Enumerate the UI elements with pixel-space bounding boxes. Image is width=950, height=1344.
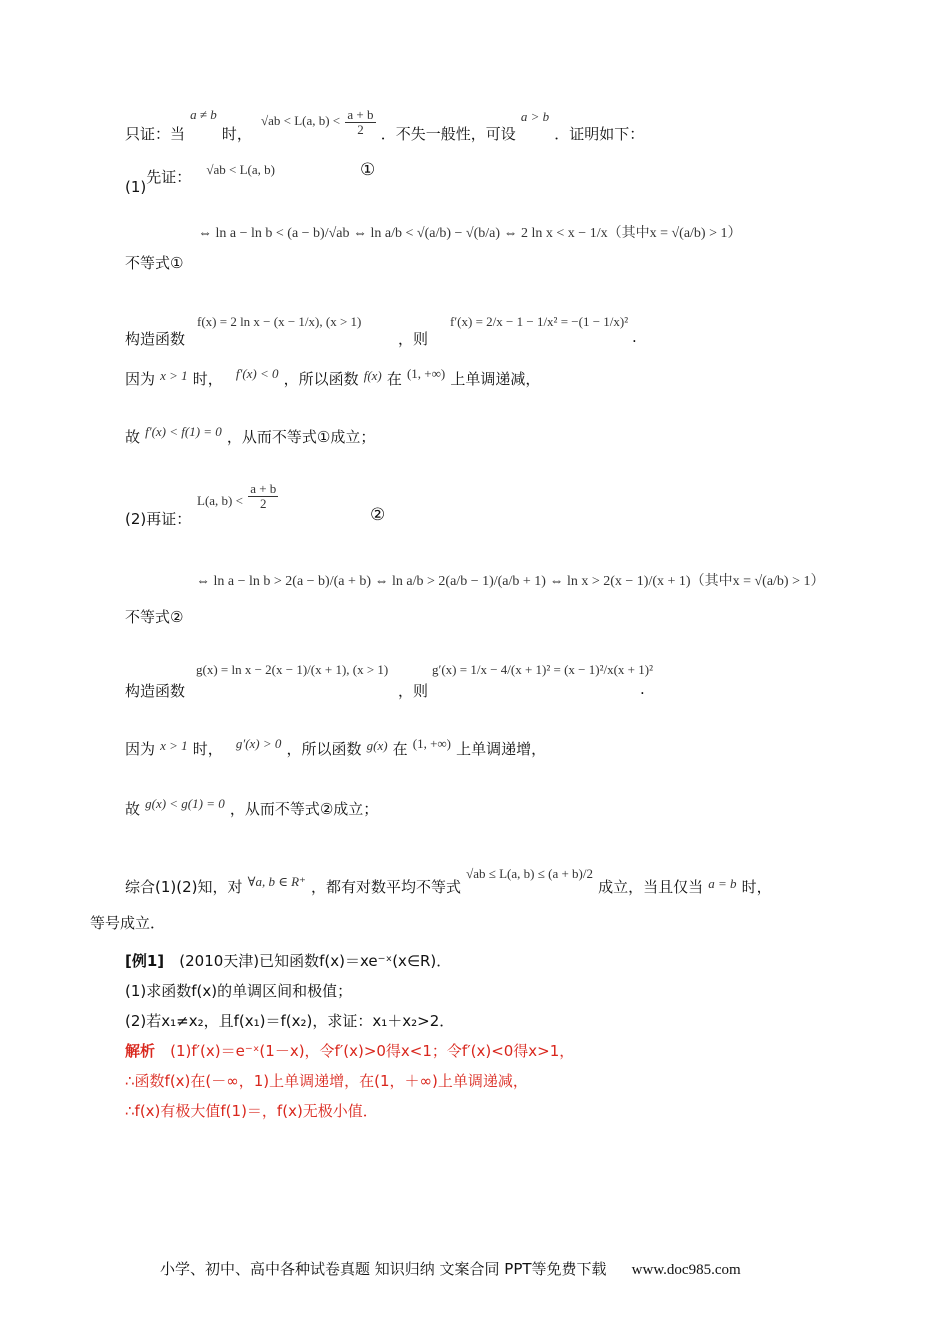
intro-text-3: ．不失一般性，可设 — [380, 125, 516, 144]
solution-line-1 — [125, 1040, 574, 1061]
part2-frac-num: a + b — [250, 481, 277, 496]
intro-text-1: 只证：当 — [125, 125, 186, 144]
concl2-t2: ，从而不等式②成立； — [229, 800, 379, 818]
func1-then: ，则 — [398, 330, 429, 348]
example-header — [125, 950, 451, 971]
part2-frac-den: 2 — [260, 496, 267, 511]
footer-text: 小学、初中、高中各种试卷真题 知识归纳 文案合同 PPT等免费下载 — [160, 1260, 607, 1278]
mono1-m4: (1, +∞) — [406, 366, 446, 381]
solution-line-3: ∴f(x)有极大值f(1)＝，f(x)无极小值． — [125, 1102, 378, 1120]
intro-frac-num: a + b — [347, 107, 374, 122]
mono1-m1: x > 1 — [160, 368, 188, 383]
func2-then: ，则 — [398, 682, 429, 700]
example-tag: [例1] — [125, 952, 165, 970]
circle-2: ② — [370, 505, 386, 525]
part2-math — [197, 482, 280, 511]
concl1-t2: ，从而不等式①成立； — [226, 428, 376, 446]
mono2-t5: 上单调递增， — [456, 740, 547, 758]
part1-text: 先证： — [146, 168, 192, 186]
concl1-line — [125, 426, 375, 447]
intro-text-2: 时， — [221, 125, 252, 144]
circle-1: ① — [360, 160, 376, 180]
mono2-m1: x > 1 — [160, 738, 188, 753]
footer — [160, 1258, 741, 1279]
solution-text-1: (1)f′(x)＝e⁻ˣ(1－x)，令f′(x)>0得x<1；令f′(x)<0得x>1， — [170, 1042, 575, 1060]
summary-m2: √ab ≤ L(a, b) ≤ (a + b)/2 — [466, 866, 593, 881]
mono1-line — [125, 368, 540, 389]
example-source: (2010天津)已知函数f(x)＝xe⁻ˣ(x∈R)． — [179, 952, 452, 970]
mono1-t4: 在 — [386, 370, 402, 388]
mono2-m3: g(x) — [366, 738, 388, 753]
intro-math-2-lhs: √ab < L(a, b) < — [260, 113, 341, 129]
part1-line — [125, 162, 275, 196]
func1-def: f(x) = 2 ln x − (x − 1/x), (x > 1) — [197, 314, 362, 329]
part1-label: (1) — [125, 178, 147, 196]
concl2-t1: 故 — [125, 800, 141, 818]
footer-url[interactable]: www.doc985.com — [631, 1262, 741, 1278]
mono1-t5: 上单调递减， — [450, 370, 541, 388]
func1-label: 构造函数 — [125, 330, 186, 348]
mono2-t2: 时， — [192, 740, 223, 758]
summary-m1: ∀a, b ∈ R⁺ — [247, 874, 306, 889]
func1-deriv: f′(x) = 2/x − 1 − 1/x² = −(1 − 1/x)² — [450, 314, 629, 329]
intro-math-2-frac — [345, 108, 375, 137]
summary-t3: 成立，当且仅当 — [598, 878, 704, 896]
summary-t2: ，都有对数平均不等式 — [310, 878, 461, 896]
func2-def: g(x) = ln x − 2(x − 1)/(x + 1), (x > 1) — [196, 662, 389, 677]
func2-label: 构造函数 — [125, 682, 186, 700]
func2-deriv: g′(x) = 1/x − 4/(x + 1)² = (x − 1)²/x(x + 1)² — [432, 662, 653, 677]
part2-label: (2)再证： — [125, 510, 192, 528]
summary-t4: 时， — [741, 878, 772, 896]
solution-label: 解析 — [125, 1042, 156, 1060]
concl2-m1: g(x) < g(1) = 0 — [145, 796, 225, 811]
example-q2: (2)若x₁≠x₂，且f(x₁)＝f(x₂)，求证：x₁＋x₂>2． — [125, 1012, 455, 1030]
intro-text-4: ．证明如下： — [554, 125, 645, 144]
part1-math: √ab < L(a, b) — [206, 162, 275, 177]
ineq2-math: ⇔ ln a − ln b > 2(a − b)/(a + b) ⇔ ln a/b > 2(a/b − 1)/(a/b + 1) ⇔ ln x > 2(x − 1)/(x + 1)（其中x = √(a/b) > 1） — [196, 574, 825, 589]
mono2-m2: g′(x) > 0 — [235, 736, 282, 751]
mono1-m3: f(x) — [363, 368, 382, 383]
solution-line-2: ∴函数f(x)在(－∞，1)上单调递增，在(1，＋∞)上单调递减， — [125, 1072, 528, 1090]
part2-math-lhs: L(a, b) < — [197, 493, 243, 509]
intro-math-2 — [260, 107, 381, 137]
mono2-m4: (1, +∞) — [412, 736, 452, 751]
ineq2-label: 不等式② — [125, 608, 184, 626]
mono1-m2: f′(x) < 0 — [235, 366, 279, 381]
mono2-t1: 因为 — [125, 740, 156, 758]
mono1-t1: 因为 — [125, 370, 156, 388]
concl2-line — [125, 798, 378, 819]
summary-t5: 等号成立． — [90, 914, 166, 932]
part2-frac — [248, 482, 278, 511]
concl1-m1: f′(x) < f(1) = 0 — [145, 424, 222, 439]
ineq1-math: ⇔ ln a − ln b < (a − b)/√ab ⇔ ln a/b < √(a/b) − √(b/a) ⇔ 2 ln x < x − 1/x（其中x = √(a/b) > 1） — [198, 226, 742, 241]
concl1-t1: 故 — [125, 428, 141, 446]
summary-t1: 综合(1)(2)知，对 — [125, 878, 243, 896]
intro-math-3: a > b — [520, 109, 550, 125]
mono1-t3: ，所以函数 — [283, 370, 359, 388]
example-q1: (1)求函数f(x)的单调区间和极值； — [125, 982, 353, 1000]
intro-frac-den: 2 — [357, 122, 364, 137]
ineq1-label: 不等式① — [125, 254, 184, 272]
intro-math-1: a ≠ b — [190, 107, 217, 123]
summary-m3: a = b — [708, 876, 737, 891]
mono2-t3: ，所以函数 — [286, 740, 362, 758]
intro-line — [125, 92, 645, 144]
mono1-t2: 时， — [192, 370, 223, 388]
mono2-t4: 在 — [392, 740, 408, 758]
mono2-line — [125, 738, 546, 759]
func1-end: . — [632, 328, 637, 346]
func2-end: . — [640, 680, 645, 698]
